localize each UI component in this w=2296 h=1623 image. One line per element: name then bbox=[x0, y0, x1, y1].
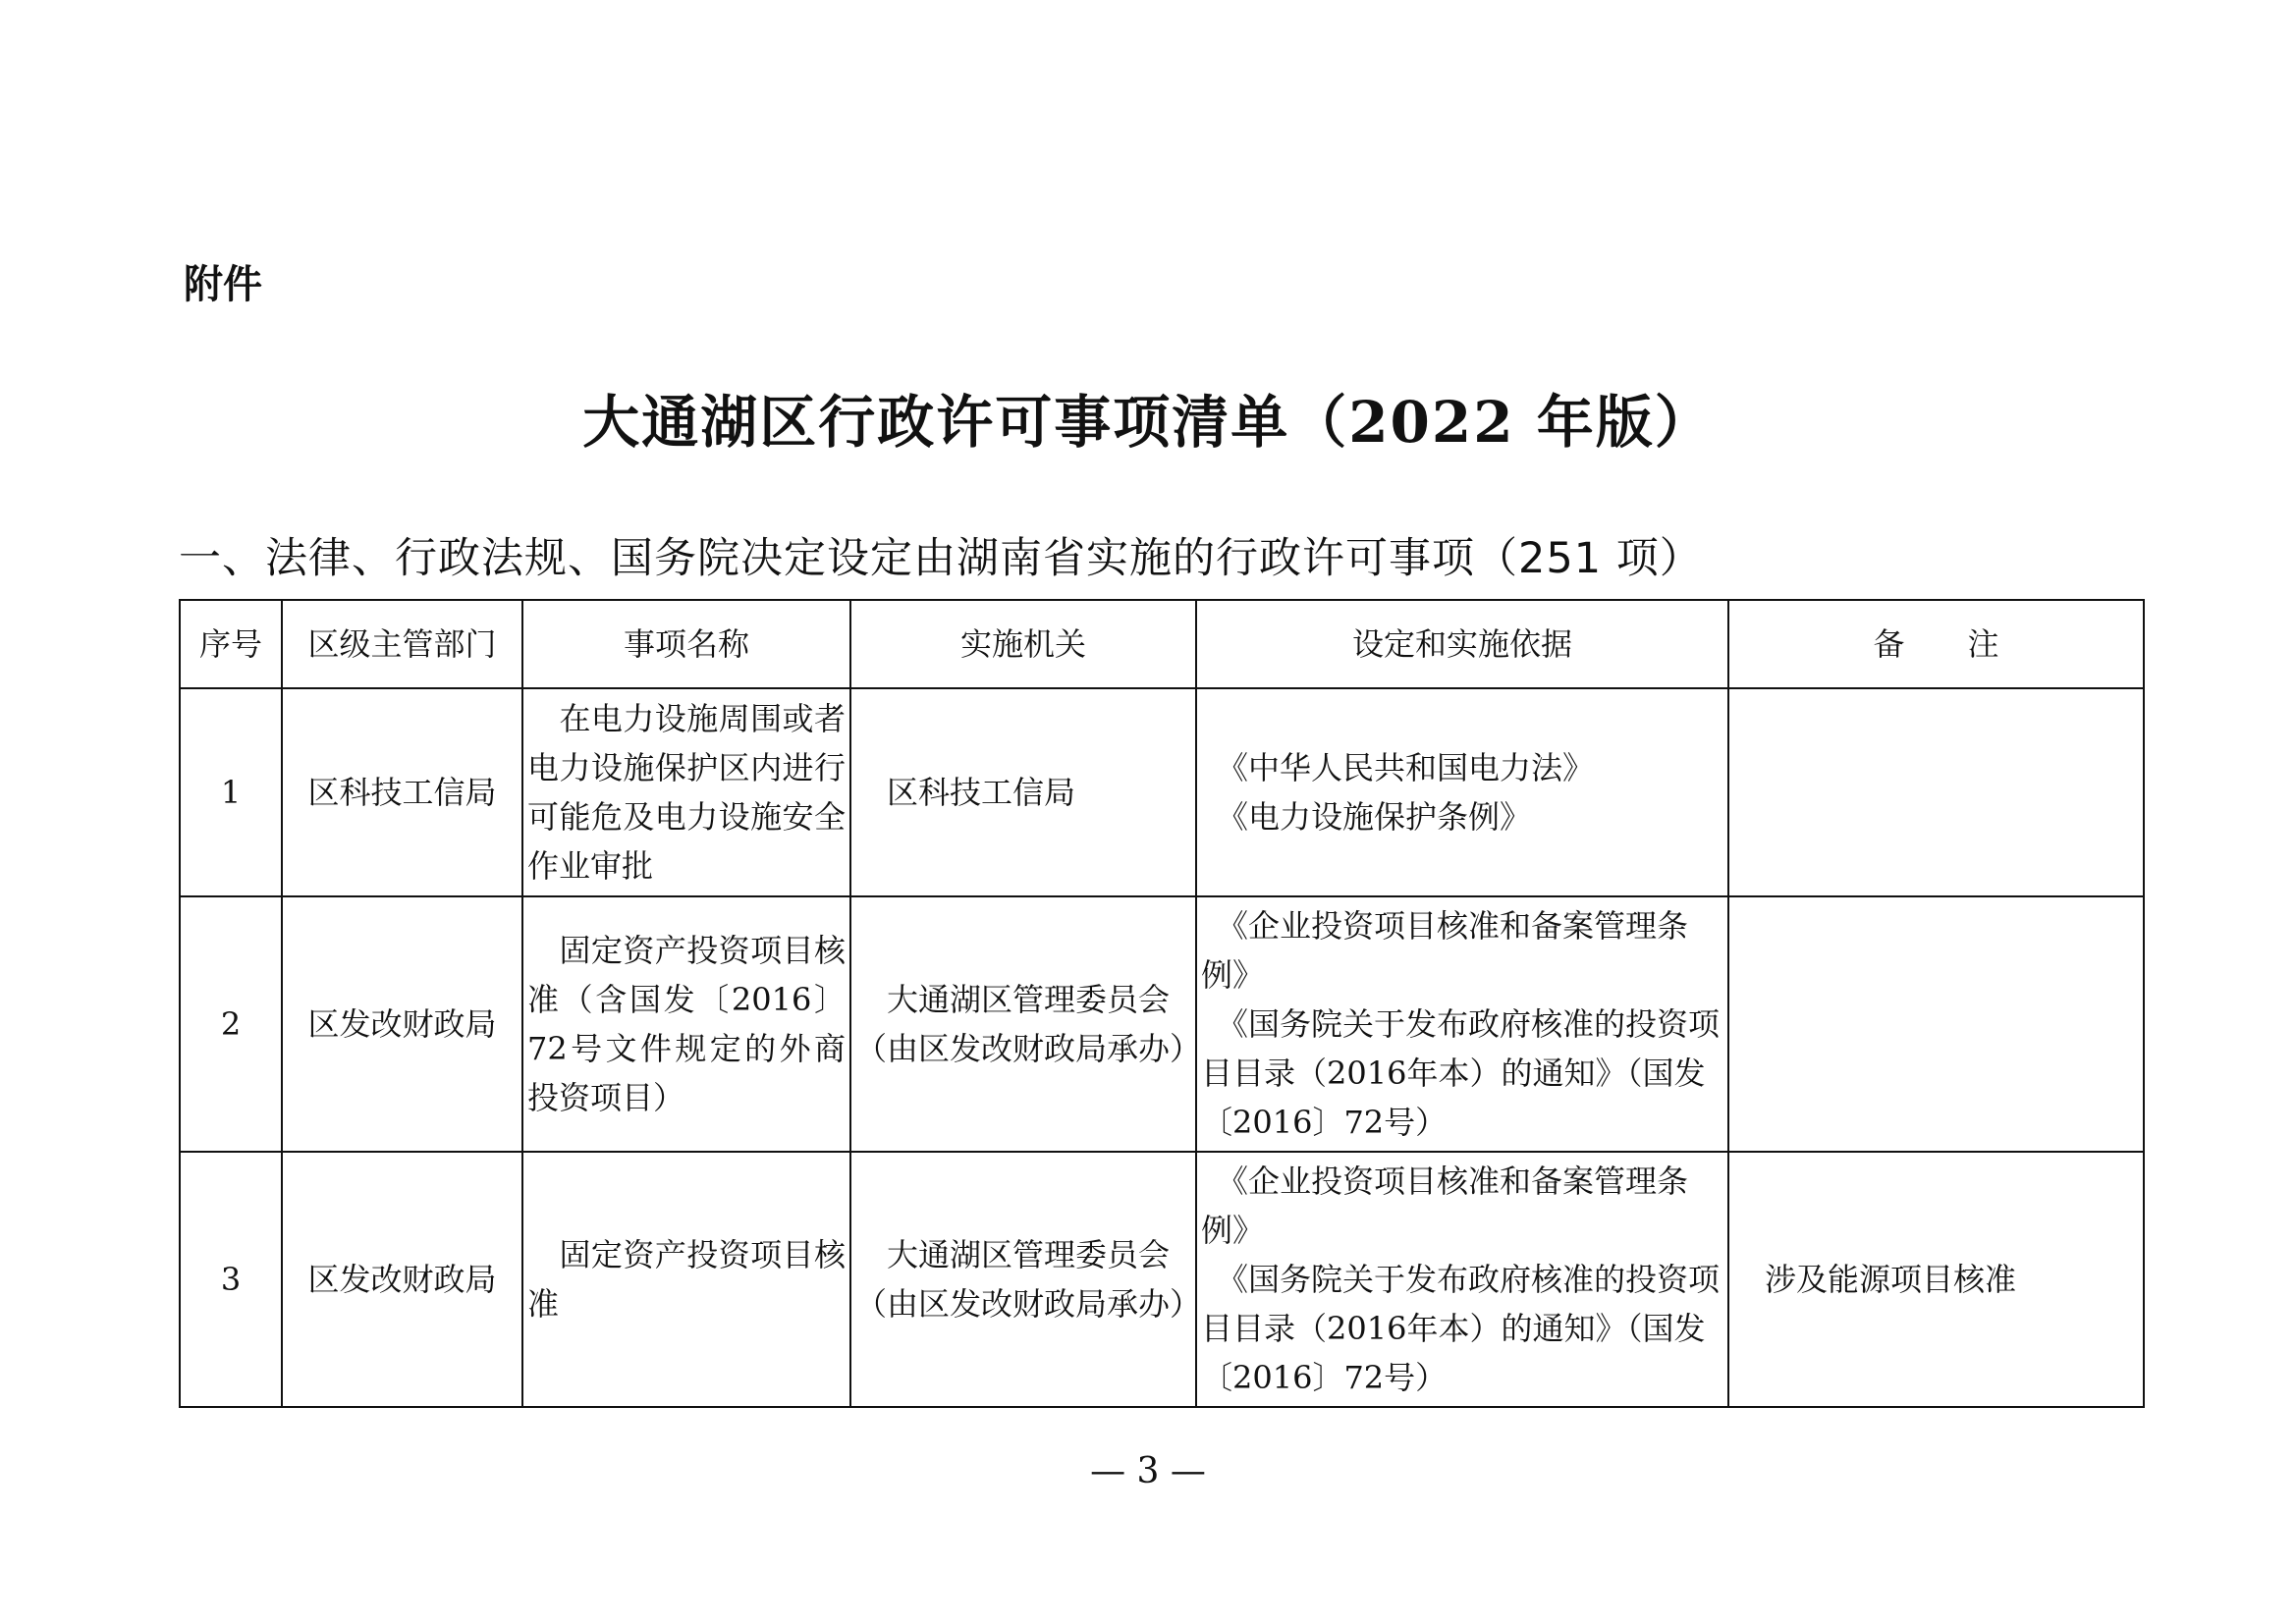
cell-legal-basis: 《企业投资项目核准和备案管理条例》 《国务院关于发布政府核准的投资项目目录（2016年本）的通知》（国发〔2016〕72号） bbox=[1196, 1152, 1728, 1407]
table-header-row bbox=[180, 600, 2144, 688]
cell-department: 区发改财政局 bbox=[282, 896, 522, 1152]
table-row bbox=[180, 896, 2144, 1152]
cell-item-name: 固定资产投资项目核准 bbox=[522, 1152, 850, 1407]
cell-serial-number: 3 bbox=[180, 1152, 282, 1407]
cell-serial-number: 2 bbox=[180, 896, 282, 1152]
section-heading: 一、法律、行政法规、国务院决定设定由湖南省实施的行政许可事项（251 项） bbox=[179, 534, 1703, 583]
cell-remarks: 涉及能源项目核准 bbox=[1728, 1152, 2144, 1407]
cell-implementing-agency: 区科技工信局 bbox=[850, 688, 1196, 896]
header-department: 区级主管部门 bbox=[282, 600, 522, 688]
cell-implementing-agency: 大通湖区管理委员会（由区发改财政局承办） bbox=[850, 1152, 1196, 1407]
cell-serial-number: 1 bbox=[180, 688, 282, 896]
cell-legal-basis: 《中华人民共和国电力法》 《电力设施保护条例》 bbox=[1196, 688, 1728, 896]
cell-item-name: 在电力设施周围或者电力设施保护区内进行可能危及电力设施安全作业审批 bbox=[522, 688, 850, 896]
header-implementing-agency: 实施机关 bbox=[850, 600, 1196, 688]
cell-department: 区发改财政局 bbox=[282, 1152, 522, 1407]
document-title: 大通湖区行政许可事项清单（2022 年版） bbox=[582, 389, 1714, 456]
header-item-name: 事项名称 bbox=[522, 600, 850, 688]
permit-items-table bbox=[179, 599, 2145, 1408]
table-row bbox=[180, 688, 2144, 896]
cell-remarks bbox=[1728, 896, 2144, 1152]
header-legal-basis: 设定和实施依据 bbox=[1196, 600, 1728, 688]
cell-legal-basis: 《企业投资项目核准和备案管理条例》 《国务院关于发布政府核准的投资项目目录（2016年本）的通知》（国发〔2016〕72号） bbox=[1196, 896, 1728, 1152]
cell-remarks bbox=[1728, 688, 2144, 896]
cell-item-name: 固定资产投资项目核准（含国发〔2016〕72号文件规定的外商投资项目） bbox=[522, 896, 850, 1152]
attachment-label: 附件 bbox=[184, 262, 262, 307]
header-serial-number: 序号 bbox=[180, 600, 282, 688]
table-row bbox=[180, 1152, 2144, 1407]
header-remarks: 备 注 bbox=[1728, 600, 2144, 688]
cell-implementing-agency: 大通湖区管理委员会（由区发改财政局承办） bbox=[850, 896, 1196, 1152]
cell-department: 区科技工信局 bbox=[282, 688, 522, 896]
page-number: — 3 — bbox=[1090, 1451, 1206, 1491]
